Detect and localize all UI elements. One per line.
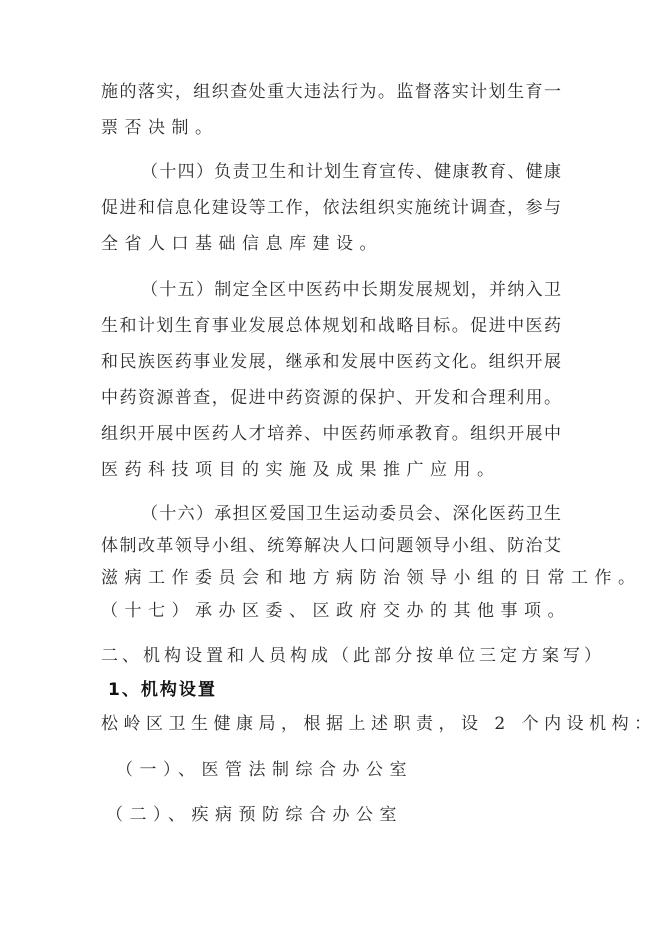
paragraph-15-line: 医药科技项目的实施及成果推广应用。 bbox=[101, 460, 501, 480]
paragraph-17: （十七）承办区委、区政府交办的其他事项。 bbox=[101, 601, 571, 621]
subsection-1-heading: 1、机构设置 bbox=[108, 680, 217, 700]
paragraph-15-line: （十五）制定全区中医药中长期发展规划，并纳入卫 bbox=[141, 280, 561, 300]
subsection-1-intro: 松岭区卫生健康局，根据上述职责，设 2 个内设机构： bbox=[101, 714, 657, 734]
paragraph-15-line: 组织开展中医药人才培养、中医药师承教育。组织开展中 bbox=[101, 424, 561, 444]
section-2-heading: 二、机构设置和人员构成（此部分按单位三定方案写） bbox=[101, 646, 605, 666]
office-item: （一）、医管法制综合办公室 bbox=[116, 760, 413, 780]
office-item: （二）、疾病预防综合办公室 bbox=[106, 805, 403, 825]
paragraph-14-line: 全省人口基础信息库建设。 bbox=[101, 234, 383, 254]
text-line: 票否决制。 bbox=[101, 118, 219, 138]
paragraph-15-line: 和民族医药事业发展，继承和发展中医药文化。组织开展 bbox=[101, 352, 561, 372]
paragraph-15-line: 生和计划生育事业发展总体规划和战略目标。促进中医药 bbox=[101, 316, 561, 336]
paragraph-15-line: 中药资源普查，促进中药资源的保护、开发和合理利用。 bbox=[101, 388, 561, 408]
text-line: 施的落实，组织查处重大违法行为。监督落实计划生育一 bbox=[101, 82, 561, 102]
paragraph-14-line: （十四）负责卫生和计划生育宣传、健康教育、健康 bbox=[141, 162, 561, 182]
paragraph-16-line: 体制改革领导小组、统筹解决人口问题领导小组、防治艾 bbox=[101, 536, 561, 556]
paragraph-14-line: 促进和信息化建设等工作，依法组织实施统计调查，参与 bbox=[101, 198, 561, 218]
paragraph-16-line: 滋病工作委员会和地方病防治领导小组的日常工作。 bbox=[101, 568, 642, 588]
paragraph-16-line: （十六）承担区爱国卫生运动委员会、深化医药卫生 bbox=[141, 504, 561, 524]
